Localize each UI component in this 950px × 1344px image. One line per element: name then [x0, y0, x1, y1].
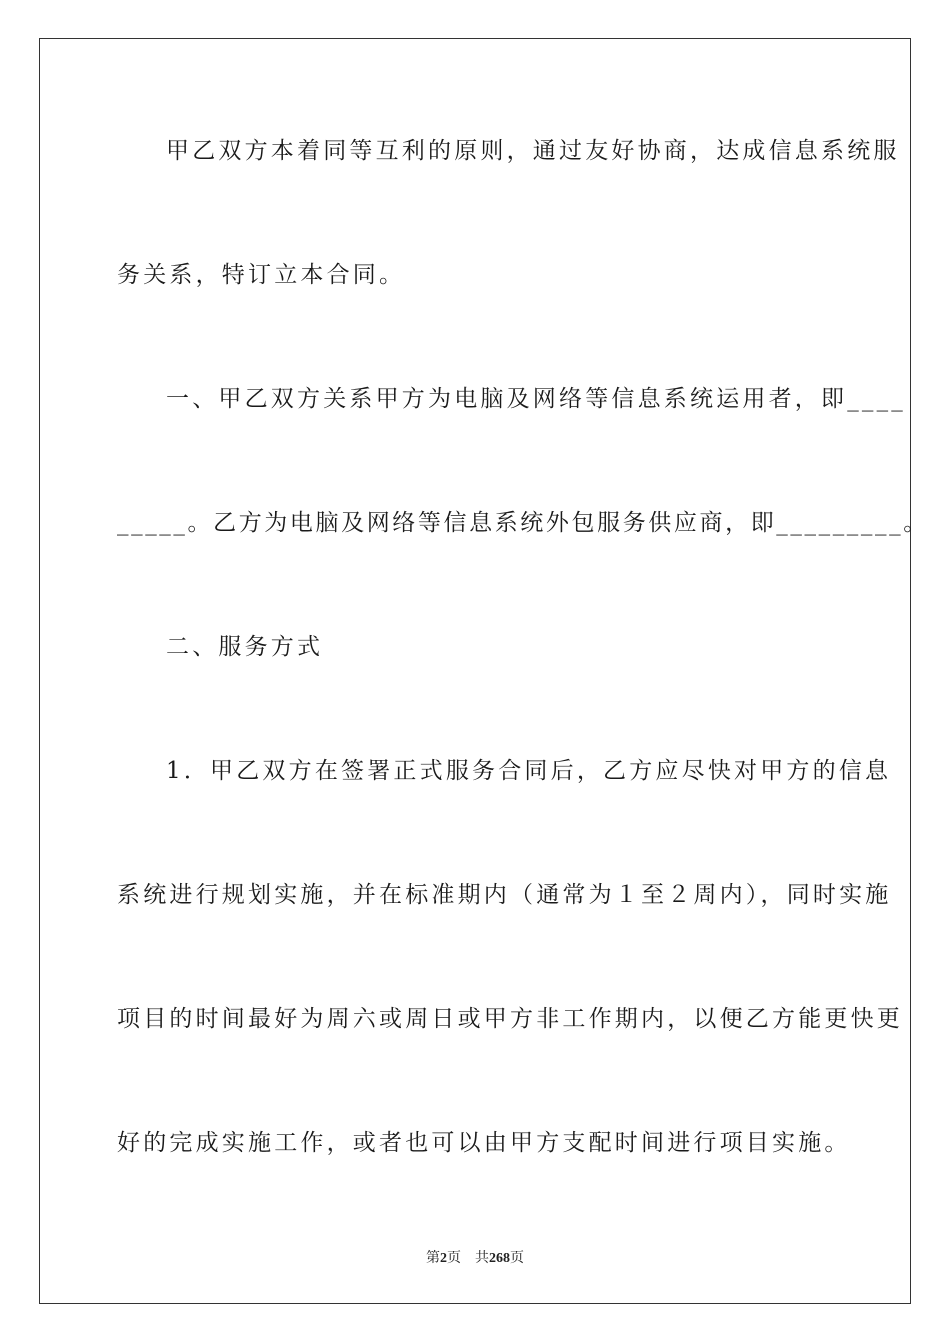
- paragraph-line-1: 甲乙双方本着同等互利的原则，通过友好协商，达成信息系统服: [166, 138, 900, 164]
- section-heading-1-line: 一、甲乙双方关系甲方为电脑及网络等信息系统运用者，即____: [166, 386, 906, 412]
- footer-page-suffix: 页: [447, 1251, 461, 1266]
- section-heading-2: 二、服务方式: [166, 634, 324, 660]
- clause-1-line-2: 系统进行规划实施，并在标准期内（通常为１至２周内），同时实施: [117, 882, 892, 908]
- paragraph-line-2: 务关系，特订立本合同。: [117, 262, 406, 288]
- page-border: [39, 38, 911, 1304]
- clause-1-line-4: 好的完成实施工作，或者也可以由甲方支配时间进行项目实施。: [117, 1130, 851, 1156]
- paragraph-line-4: _____。乙方为电脑及网络等信息系统外包服务供应商，即_________。: [117, 510, 929, 536]
- footer-total-pages: 268: [489, 1251, 510, 1266]
- clause-1-line-3: 项目的时间最好为周六或周日或甲方非工作期内，以便乙方能更快更: [117, 1006, 903, 1032]
- footer-page-number: 2: [440, 1251, 447, 1266]
- footer-page-prefix: 第: [426, 1251, 440, 1266]
- footer-total-suffix: 页: [510, 1251, 524, 1266]
- clause-1-line-1: 1．甲乙双方在签署正式服务合同后，乙方应尽快对甲方的信息: [166, 758, 892, 784]
- page-footer: [0, 1247, 950, 1267]
- footer-total-prefix: 共: [475, 1251, 489, 1266]
